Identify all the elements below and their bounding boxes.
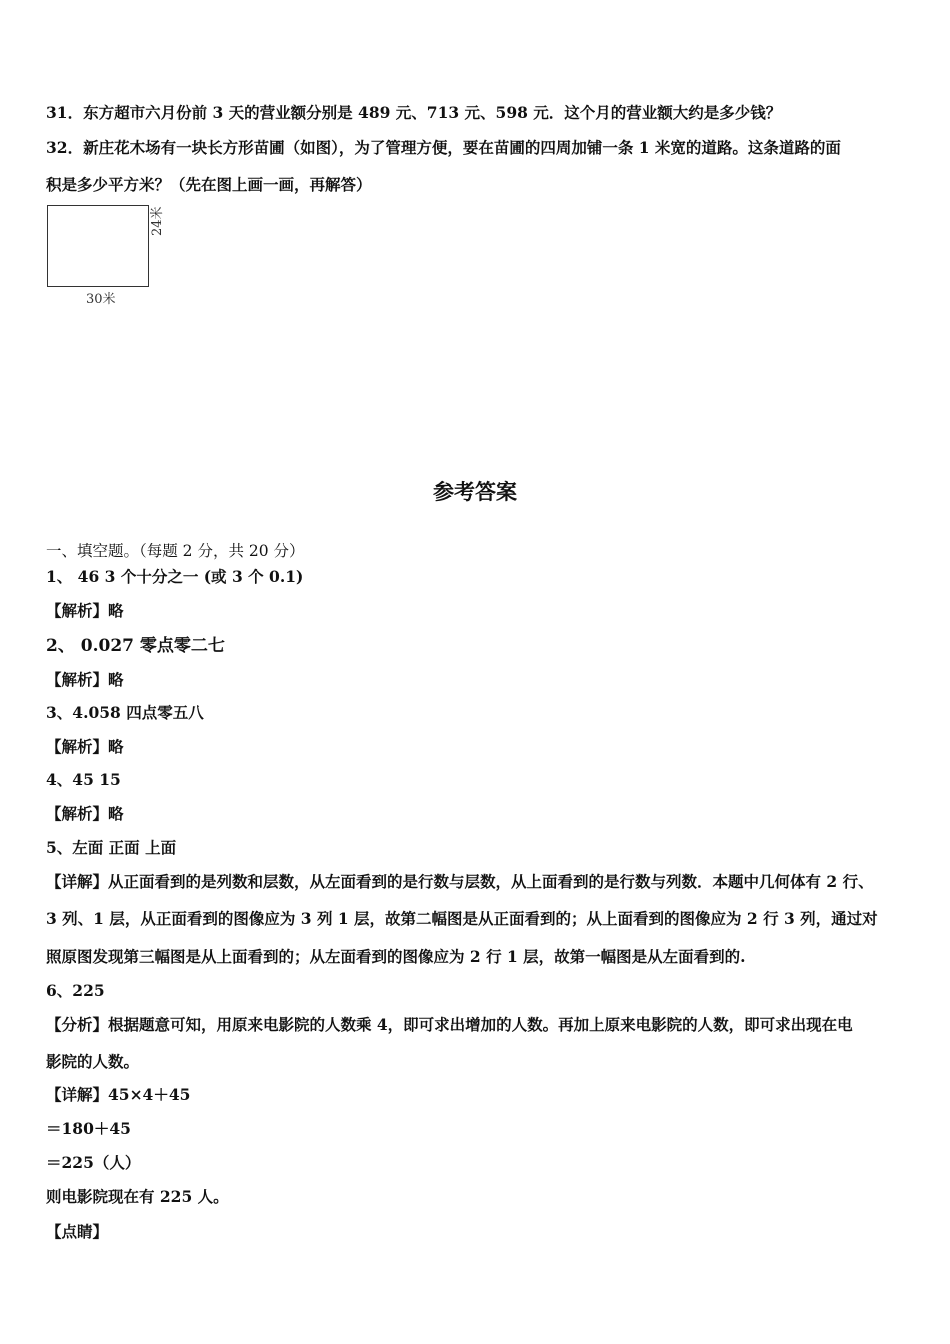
answer-4: 4、45 15 xyxy=(46,770,121,789)
answer-3: 3、4.058 四点零五八 xyxy=(46,703,204,722)
answer-5-detail-line-1: 【详解】从正面看到的是列数和层数，从左面看到的是行数与层数，从上面看到的是行数与列数．本题中几何体有 2 行、 xyxy=(46,872,874,891)
answer-4-note: 【解析】略 xyxy=(46,804,124,823)
answer-6-analysis-line-1: 【分析】根据题意可知，用原来电影院的人数乘 4，即可求出增加的人数。再加上原来电影院的人数，即可求出现在电 xyxy=(46,1015,853,1034)
question-32-line-2: 积是多少平方米？（先在图上画一画，再解答） xyxy=(46,175,372,194)
answers-title: 参考答案 xyxy=(433,480,517,504)
answer-6-step-1: ＝180＋45 xyxy=(46,1119,131,1138)
answer-5-detail-line-2: 3 列、1 层，从正面看到的图像应为 3 列 1 层，故第二幅图是从正面看到的；从上面看到的图像应为 2 行 3 列，通过对 xyxy=(46,909,878,928)
answer-1-note: 【解析】略 xyxy=(46,601,124,620)
figure-height-label: 24米 xyxy=(150,206,165,236)
question-32-line-1: 32．新庄花木场有一块长方形苗圃（如图），为了管理方便，要在苗圃的四周加铺一条 1 米宽的道路。这条道路的面 xyxy=(46,138,841,157)
answer-6-comment: 【点睛】 xyxy=(46,1222,109,1241)
answer-6-conclusion: 则电影院现在有 225 人。 xyxy=(46,1187,229,1206)
answer-2: 2、 0.027 零点零二七 xyxy=(46,636,225,656)
answer-6-step-2: ＝225（人） xyxy=(46,1153,141,1172)
answer-1: 1、 46 3 个十分之一 (或 3 个 0.1) xyxy=(46,567,304,586)
answer-2-note: 【解析】略 xyxy=(46,670,124,689)
answer-5-detail-line-3: 照原图发现第三幅图是从上面看到的；从左面看到的图像应为 2 行 1 层，故第一幅图是从左面看到的. xyxy=(46,947,746,966)
answer-5: 5、左面 正面 上面 xyxy=(46,838,177,857)
answer-6-analysis-line-2: 影院的人数。 xyxy=(46,1052,140,1071)
question-31: 31．东方超市六月份前 3 天的营业额分别是 489 元、713 元、598 元．这个月的营业额大约是多少钱？ xyxy=(46,103,782,122)
answer-6-detail: 【详解】45×4＋45 xyxy=(46,1085,191,1104)
answer-6: 6、225 xyxy=(46,981,105,1000)
figure-width-label: 30米 xyxy=(86,292,116,307)
answer-3-note: 【解析】略 xyxy=(46,737,124,756)
nursery-rectangle-figure xyxy=(47,205,149,287)
section-heading: 一、填空题。（每题 2 分，共 20 分） xyxy=(46,542,305,560)
